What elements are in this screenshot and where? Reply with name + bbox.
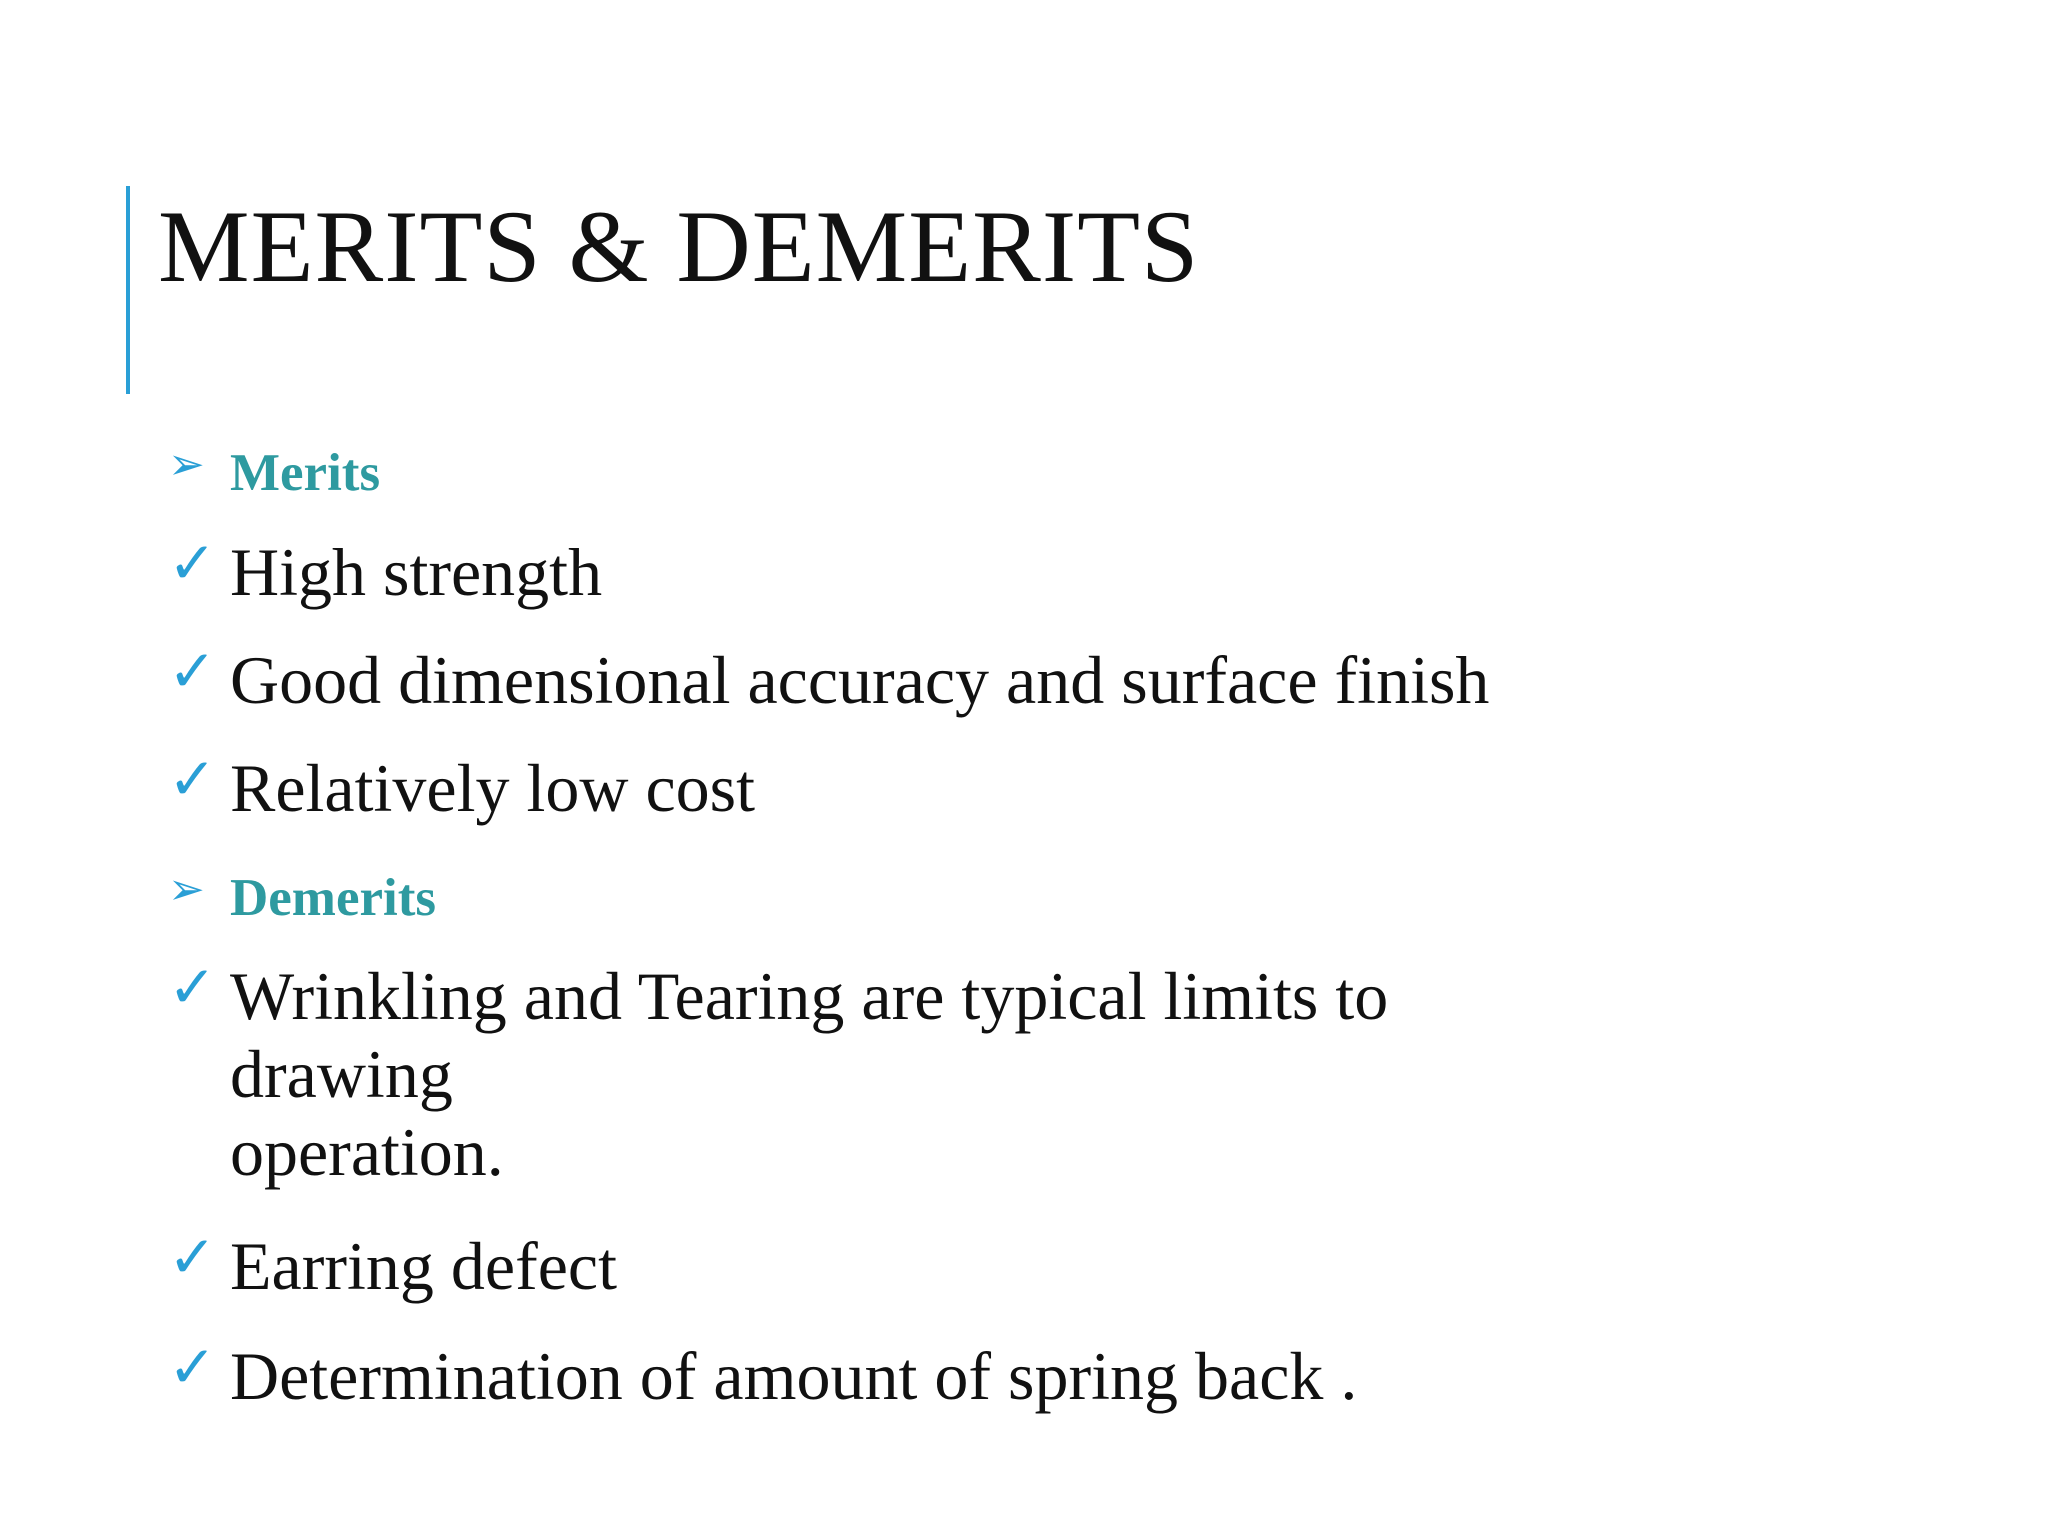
arrowhead-bullet-icon: ➢ [168,440,205,489]
checkmark-icon: ✓ [168,637,217,705]
demerit-item-text-line: Wrinkling and Tearing are typical limits to [230,958,1389,1034]
checkmark-icon: ✓ [168,1333,217,1401]
merits-heading: Merits [230,444,381,502]
demerit-item-text-line: drawing [230,1036,453,1112]
merit-item-text: Good dimensional accuracy and surface finish [230,642,1490,718]
checkmark-icon: ✓ [168,745,217,813]
checkmark-icon: ✓ [168,953,217,1021]
checkmark-icon: ✓ [168,529,217,597]
demerits-heading: Demerits [230,869,436,927]
merit-item-text: Relatively low cost [230,750,756,826]
checkmark-icon: ✓ [168,1223,217,1291]
demerit-item-text: Determination of amount of spring back . [230,1338,1358,1414]
demerit-item-text: Earring defect [230,1228,617,1304]
arrowhead-bullet-icon: ➢ [168,865,205,914]
slide-title: MERITS & DEMERITS [158,190,1200,304]
merit-item-text: High strength [230,534,603,610]
demerit-item-text-line: operation. [230,1114,504,1190]
